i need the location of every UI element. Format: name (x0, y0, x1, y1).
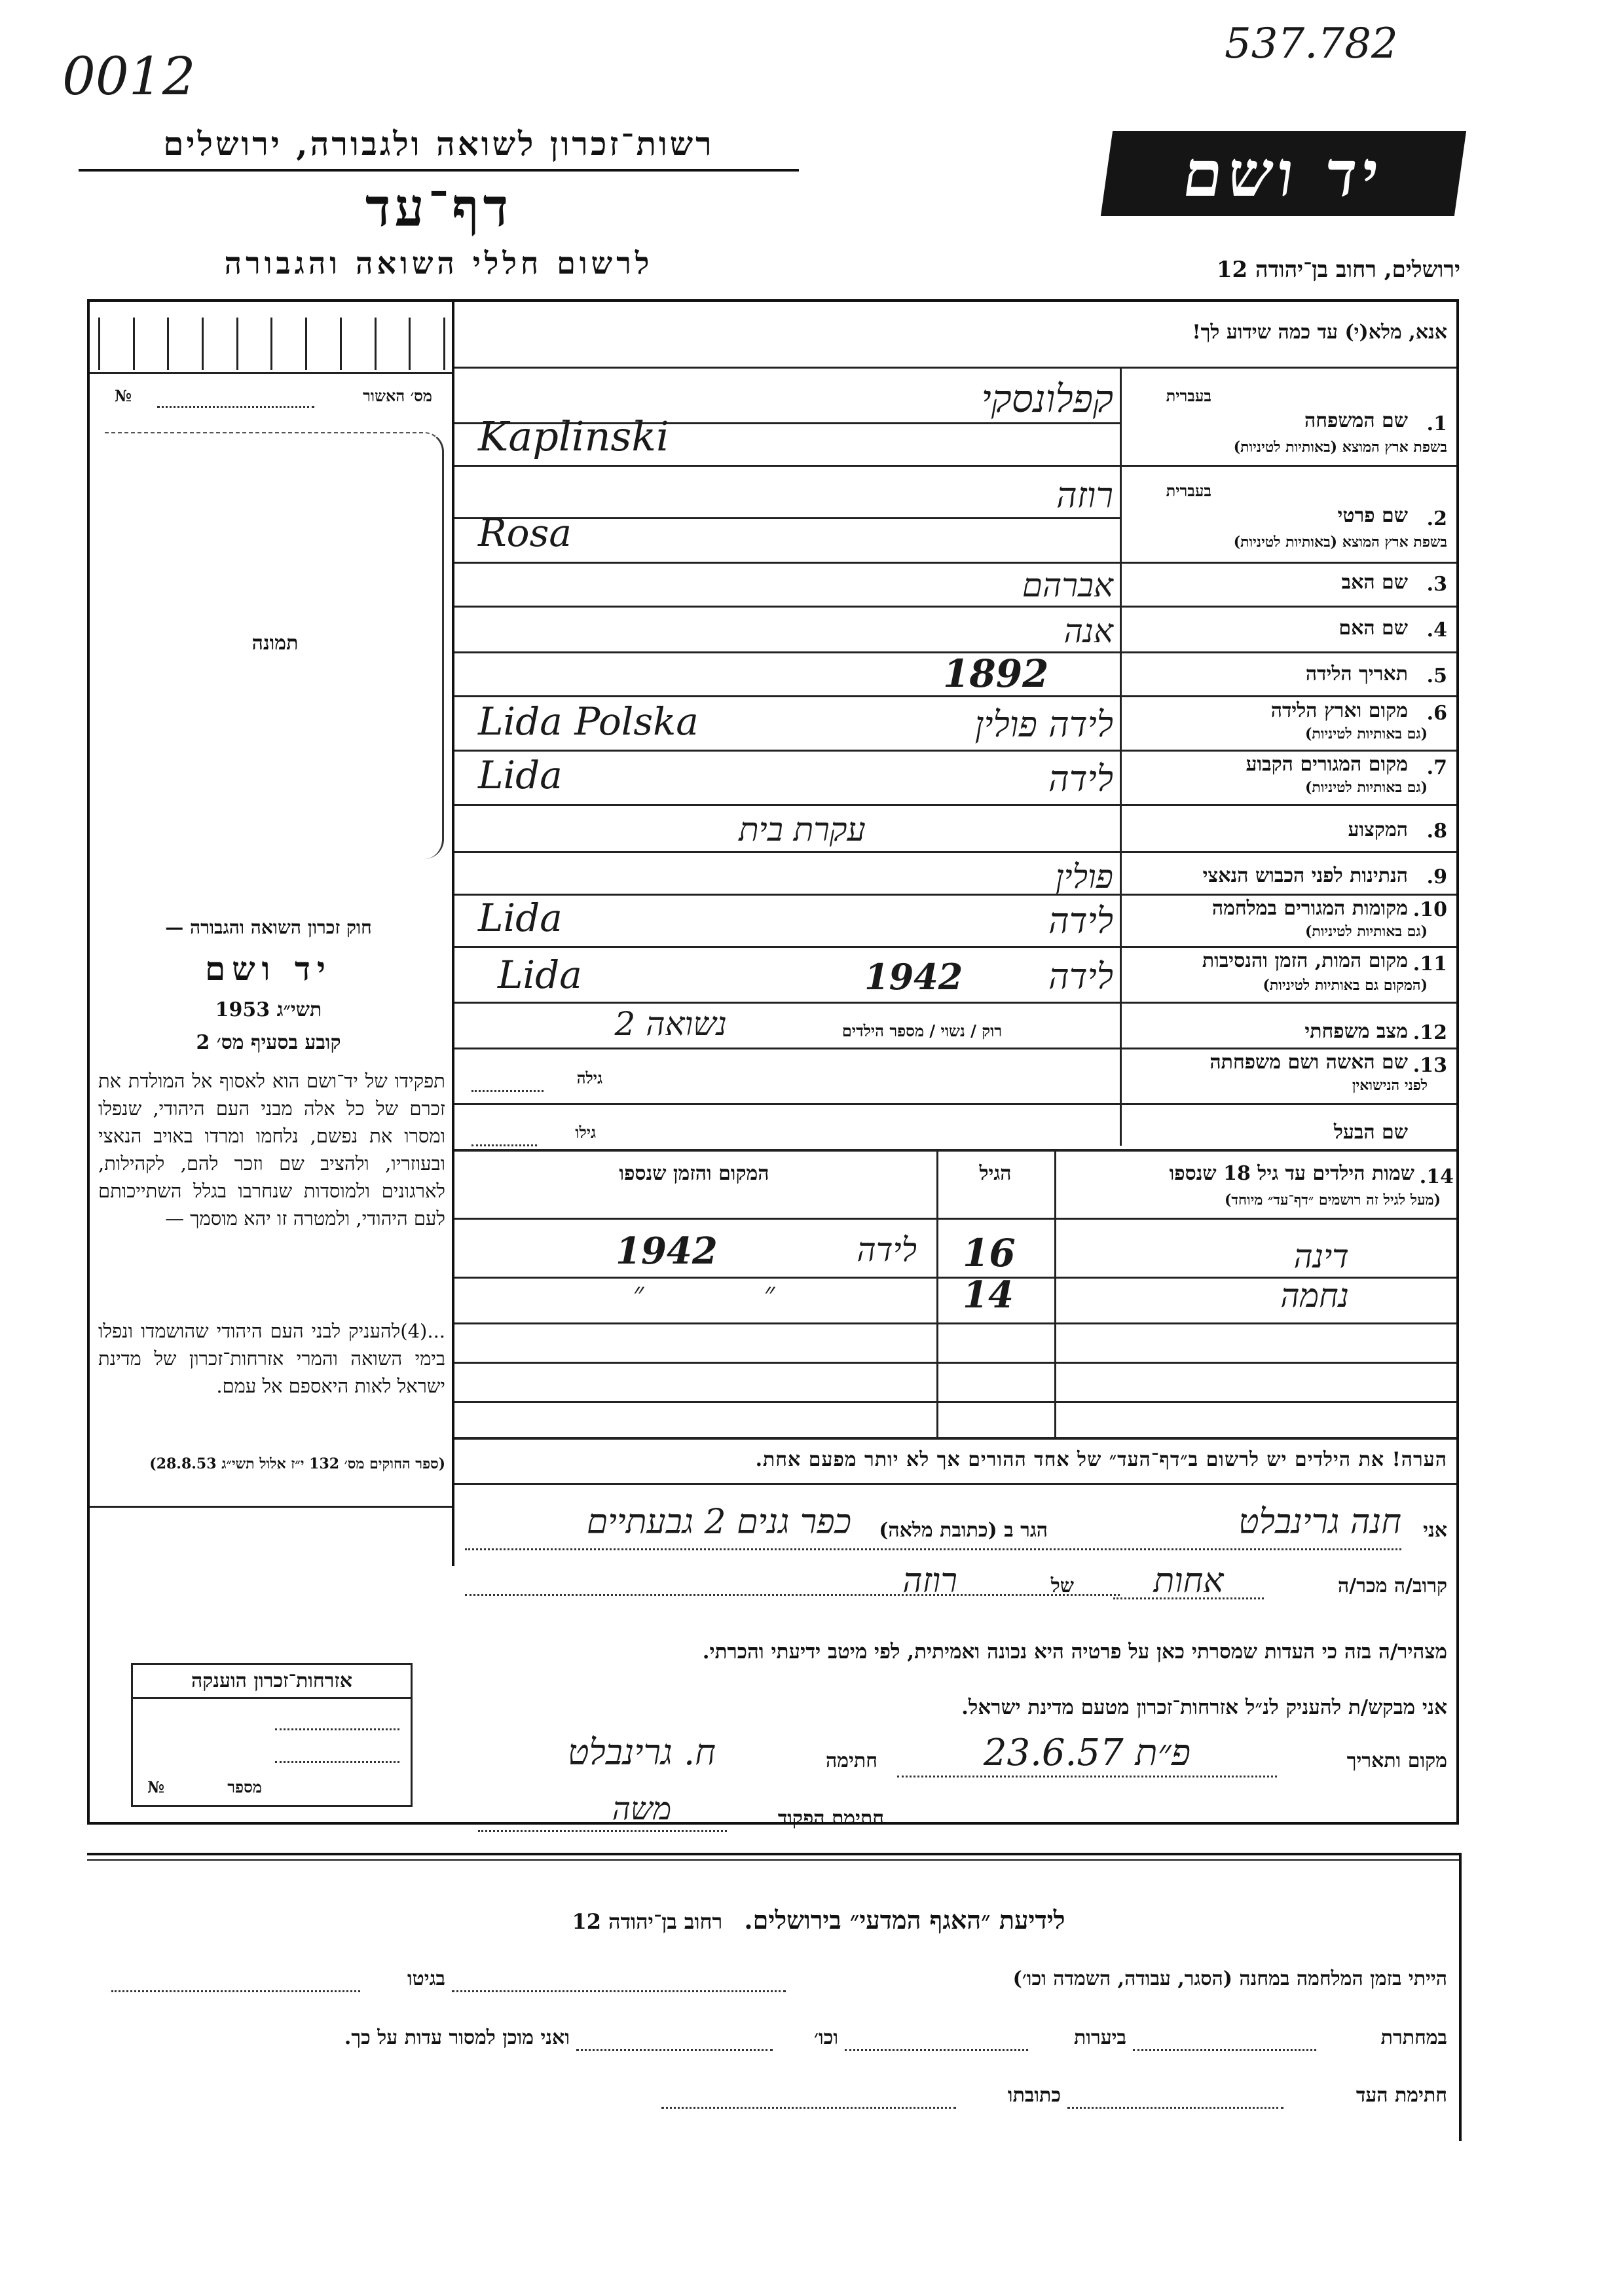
q13-rule (454, 1103, 1456, 1105)
official-field (478, 1830, 727, 1832)
q2-lat-value[interactable]: Rosa (478, 511, 572, 555)
citizenship-title: אזרחות־זכרון הוענקה (191, 1669, 353, 1692)
col-age-header: הגיל (979, 1162, 1012, 1185)
q13-age-label: גילה (576, 1068, 602, 1087)
q14-note: (מעל לגיל זה רושמים ״דף־עד״ מיוחד) (1224, 1192, 1441, 1209)
q13-note: לפני הנישואין (1352, 1077, 1428, 1094)
bottom-heading-addr: רחוב בן־יהודה 12 (572, 1909, 723, 1934)
q2-label: שם פרטי (1337, 504, 1408, 527)
q14-title: שמות הילדים עד גיל 18 שנספו (1169, 1162, 1414, 1185)
corner-mark-right: 537.782 (1225, 20, 1398, 68)
q4-num: 4. (1426, 619, 1447, 642)
q2-heb-value[interactable]: רוזה (1056, 475, 1113, 516)
q7-label: מקום המגורים הקבוע (1246, 753, 1408, 776)
q7-lat-value[interactable]: Lida (478, 753, 563, 797)
place-date-label: מקום ותאריך (1346, 1749, 1447, 1772)
form-title: דף־עד (365, 177, 513, 238)
q1-rule-2 (454, 465, 1456, 467)
q10-heb-value[interactable]: לידה (1048, 900, 1113, 941)
form-subtitle: לרשום חללי השואה והגבורה (224, 246, 654, 281)
photo-label: תמונה (251, 632, 299, 655)
declarant-name[interactable]: חנה גרינבלט (1238, 1503, 1401, 1542)
bottom-line2-c: וכו׳ (814, 2026, 838, 2049)
q1-label: שם המשפחה (1304, 409, 1408, 432)
of-value[interactable]: רוזה (902, 1561, 957, 1601)
of-label: של (1050, 1575, 1074, 1597)
declaration-text: מצהיר/ה בזה כי העדות שמסרתי כאן על פרטיה היא נכונה ואמיתית, לפי מיטב ידיעתי והכרתי. (702, 1640, 1447, 1664)
bottom-frame (1459, 1853, 1462, 2141)
law-box-bottom (90, 1506, 452, 1508)
law-name: חוק זכרון השואה והגבורה — (165, 917, 372, 938)
q11-num: 11. (1412, 953, 1447, 975)
q13-num: 13. (1412, 1054, 1447, 1077)
law-year: תשי״ג 1953 (215, 998, 322, 1021)
declarant-line-1 (465, 1548, 1401, 1550)
spouse-label: שם הבעל (1333, 1121, 1408, 1144)
bottom-line2-a: במחתרת (1380, 2026, 1447, 2049)
q6-rule (454, 750, 1456, 752)
relation-field (1113, 1597, 1264, 1599)
declarant-address[interactable]: כפר גנים 2 גבעתיים (586, 1503, 851, 1542)
approval-label: מס׳ האשור (363, 386, 432, 405)
q6-heb-value[interactable]: לידה פולין (974, 704, 1113, 745)
child-row-2-rule (454, 1322, 1456, 1324)
q10-rule (454, 946, 1456, 948)
child-2-place[interactable]: ״ (764, 1277, 775, 1310)
q2-heb-tag: בעברית (1166, 481, 1211, 500)
tick-row-bottom (90, 372, 452, 374)
law-text: תפקידו של יד־ושם הוא לאסוף אל המולדת את זכרם של כל אלה מבני העם היהודי, שנפלו ומסרו את נפשם, נלחמו ומרדו באויב הנאצי ובעוזריו, ולהציב שם וזכר להם, לקהילות, לארגונים ולמוסדות שנחרבו בגלל השתייכותם לעם היהודי, ולמטרה זו יהא מוסמך — (98, 1070, 445, 1230)
bottom-line1-field-b[interactable] (111, 1990, 360, 1992)
bottom-heading (458, 1905, 1179, 1935)
approval-field[interactable] (157, 406, 314, 408)
q8-num: 8. (1426, 820, 1447, 843)
q1-lat-value[interactable]: Kaplinski (478, 412, 669, 460)
q3-value[interactable]: אברהם (1022, 566, 1113, 604)
citizenship-number-label: מספר (227, 1777, 262, 1796)
q12-label: מצב משפחתי (1304, 1020, 1408, 1043)
label-column-border (1120, 367, 1122, 1146)
left-column-border (452, 299, 454, 1566)
declarant-i-label: אני (1423, 1519, 1447, 1542)
q3-num: 3. (1426, 573, 1447, 596)
q9-rule (454, 894, 1456, 896)
signature-value[interactable]: ח. גרינבלט (567, 1732, 716, 1773)
remark: הערה! את הילדים יש לרשום ב״דף־העד״ של אחד ההורים אך לא יותר מפעם אחת. (755, 1448, 1447, 1471)
official-signature[interactable]: משה (612, 1791, 672, 1827)
q11-heb-value[interactable]: לידה (1048, 956, 1113, 997)
q4-label: שם האם (1338, 617, 1408, 640)
q6-lat-value[interactable]: Lida Polska (478, 699, 699, 744)
q12-options: רוק / נשוי / מספר הילדים (841, 1021, 1002, 1040)
q3-rule (454, 606, 1456, 608)
bottom-line1-b: בגיטו (407, 1967, 445, 1990)
q9-value[interactable]: פולין (1055, 858, 1113, 896)
law-clause: קובע בסעיף מס׳ 2 (196, 1031, 341, 1054)
q2-rule-2 (454, 562, 1456, 564)
child-row-4-rule (454, 1401, 1456, 1403)
q6-label: מקום וארץ הלידה (1270, 699, 1408, 722)
q13-age-field[interactable] (471, 1090, 544, 1092)
bottom-line2-field-c[interactable] (576, 2049, 773, 2051)
bottom-line3-field-b[interactable] (661, 2107, 956, 2109)
bottom-line2-b: ביערות (1073, 2026, 1126, 2049)
q2-note: בשפת ארץ המוצא (באותיות לטיניות) (1233, 534, 1447, 551)
authority-underline (79, 169, 799, 172)
q1-num: 1. (1426, 412, 1447, 435)
children-header-rule (454, 1218, 1456, 1220)
bottom-line1-a: הייתי בזמן המלחמה במחנה (הסגר, עבודה, השמדה וכו׳) (1012, 1967, 1447, 1990)
tick-row (98, 318, 445, 370)
spouse-rule (454, 1149, 1456, 1152)
q12-rule (454, 1048, 1456, 1049)
authority-heading: רשות־זכרון לשואה ולגבורה, ירושלים (163, 124, 714, 163)
q7-num: 7. (1426, 756, 1447, 779)
citizenship-line-1[interactable] (275, 1728, 399, 1730)
bottom-rule-2 (87, 1859, 1459, 1861)
citizenship-no: № (147, 1777, 165, 1796)
bottom-line3-b: כתובתו (1007, 2084, 1061, 2107)
q10-lat-value[interactable]: Lida (478, 896, 563, 940)
spouse-age-field[interactable] (471, 1144, 537, 1146)
declarant-resides-label: הגר ב (כתובת מלאה) (879, 1519, 1048, 1542)
q11-lat-value[interactable]: Lida (498, 953, 582, 997)
bottom-line2-field-a[interactable] (1133, 2049, 1316, 2051)
law-text-2: ...(4)להעניק לבני העם היהודי שהושמדו ונפלו בימי השואה והמרי אזרחות־זכרון של מדינת ישראל לאות היאספם אל עמם. (98, 1320, 445, 1397)
place-date-value[interactable]: פ״ת 23.6.57 (983, 1732, 1191, 1774)
q6-note: (גם באותיות לטיניות) (1304, 725, 1428, 742)
request-text: אני מבקש/ת להעניק לנ״ל אזרחות־זכרון מטעם מדינת ישראל. (961, 1696, 1447, 1719)
header-address: ירושלים, רחוב בן־יהודה 12 (1216, 257, 1460, 283)
bottom-line1-field-a[interactable] (452, 1990, 786, 1992)
child-1-place[interactable]: לידה (857, 1231, 917, 1269)
child-2-name[interactable]: נחמה (1280, 1277, 1349, 1315)
bottom-line3-field-a[interactable] (1067, 2107, 1283, 2109)
citizenship-line-2[interactable] (275, 1761, 399, 1763)
corner-mark-left: 0012 (62, 46, 196, 107)
relation-value[interactable]: אחות (1153, 1561, 1224, 1601)
q2-num: 2. (1426, 507, 1447, 530)
q5-rule (454, 695, 1456, 697)
q9-label: הנתינות לפני הכבוש הנאצי (1202, 864, 1408, 887)
q7-note: (גם באותיות לטיניות) (1304, 779, 1428, 796)
law-reference: (ספר החוקים מס׳ 132 י״ז אלול תשי״ג 28.8.53) (149, 1455, 445, 1472)
bottom-line3-a: חתימת העד (1356, 2084, 1447, 2107)
approval-no: № (115, 386, 132, 405)
child-1-year[interactable]: 1942 (616, 1230, 718, 1273)
instruction-rule (454, 367, 1456, 369)
q5-label: תאריך הלידה (1305, 663, 1408, 685)
q10-note: (גם באותיות לטיניות) (1304, 923, 1428, 940)
q8-rule (454, 851, 1456, 853)
q11-note: (המקום גם באותיות לטיניות) (1263, 977, 1428, 994)
q3-label: שם האב (1341, 571, 1408, 594)
children-col-2 (1054, 1149, 1056, 1437)
q7-heb-value[interactable]: לידה (1048, 758, 1113, 799)
remark-rule (454, 1483, 1456, 1485)
q11-year[interactable]: 1942 (864, 956, 963, 998)
q13-label: שם האשה ושם משפחתה (1209, 1051, 1408, 1074)
spouse-age-label: גילו (575, 1123, 596, 1142)
q7-rule (454, 804, 1456, 806)
child-2-year[interactable]: ״ (633, 1277, 644, 1310)
child-2-age[interactable]: 14 (963, 1273, 1014, 1317)
q8-label: המקצוע (1348, 818, 1408, 841)
children-bottom-rule (454, 1437, 1456, 1440)
q6-num: 6. (1426, 702, 1447, 725)
citizenship-rule (131, 1697, 413, 1699)
q10-label: מקומות המגורים במלחמה (1211, 897, 1408, 920)
q10-num: 10. (1412, 898, 1447, 921)
q11-rule (454, 1002, 1456, 1004)
bottom-heading-title: לידיעת ״האגף המדעי״ בירושלים. (744, 1905, 1065, 1935)
q12-value[interactable]: נשואה 2 (614, 1005, 727, 1043)
q1-heb-value[interactable]: קפלונסקי (981, 376, 1113, 421)
instruction: אנא, מלא(י) עד כמה שידוע לך! (1192, 321, 1447, 344)
q8-value[interactable]: עקרת בית (739, 811, 866, 848)
bottom-line2-field-b[interactable] (845, 2049, 1028, 2051)
logo-text: יד ושם (1178, 136, 1389, 211)
q5-num: 5. (1426, 665, 1447, 687)
q14-num: 14. (1419, 1165, 1454, 1188)
signature-label: חתימה (826, 1749, 877, 1772)
child-1-age[interactable]: 16 (963, 1231, 1016, 1275)
q12-num: 12. (1412, 1021, 1447, 1044)
bottom-line2-d: ואני מוכן למסור עדות על כך. (344, 2026, 570, 2049)
yad-vashem-logo (1101, 131, 1466, 216)
q9-num: 9. (1426, 866, 1447, 888)
child-row-3-rule (454, 1362, 1456, 1364)
relation-label: קרוב/ה מכר/ה (1338, 1575, 1447, 1597)
law-org: יד ושם (205, 949, 332, 988)
q4-value[interactable]: אנה (1063, 612, 1113, 650)
child-1-name[interactable]: דינה (1293, 1237, 1349, 1275)
children-col-1 (936, 1149, 938, 1437)
q1-heb-tag: בעברית (1166, 386, 1211, 405)
bottom-rule-1 (87, 1853, 1459, 1855)
q1-note: בשפת ארץ המוצא (באותיות לטיניות) (1233, 439, 1447, 456)
official-label: חתימת הפקוד (777, 1807, 884, 1830)
q11-label: מקום המות, הזמן והנסיבות (1202, 949, 1408, 972)
place-date-field (897, 1776, 1277, 1777)
q5-value[interactable]: 1892 (943, 651, 1049, 696)
col-place-header: המקום והזמן שנספו (619, 1162, 769, 1185)
